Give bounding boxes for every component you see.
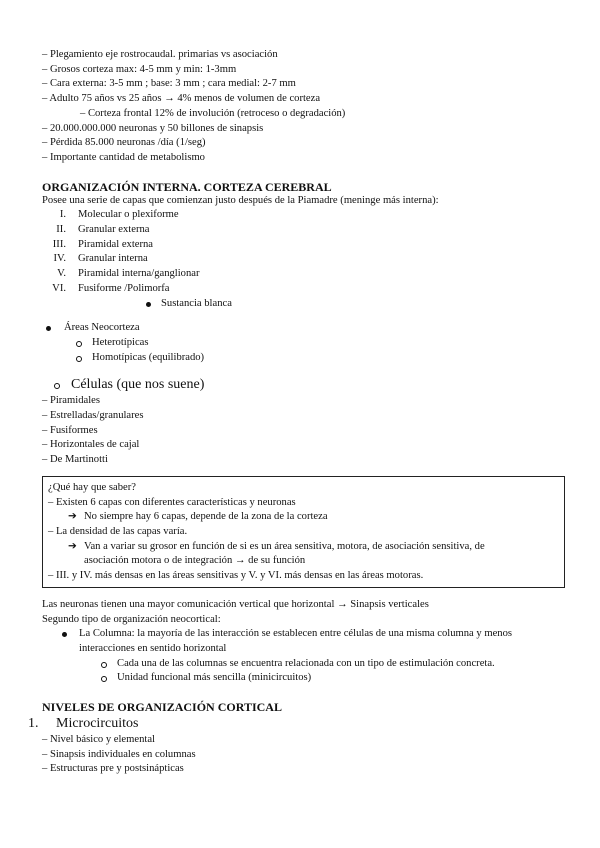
- layer-item: [42, 252, 562, 267]
- layer-number: I.: [59, 209, 66, 221]
- layer-label: Granular externa: [78, 224, 150, 236]
- layer-label: Molecular o plexiforme: [78, 209, 179, 221]
- vertical-communication-line: Las neuronas tienen una mayor comunicación vertical que horizontal → Sinapsis verticales: [42, 598, 429, 610]
- item-number: 1.: [28, 716, 39, 732]
- intro-line: – Pérdida 85.000 neuronas /día (1/seg): [42, 137, 206, 149]
- cell-item: – Estrelladas/granulares: [42, 410, 144, 422]
- intro-line: – Cara externa: 3-5 mm ; base: 3 mm ; cara medial: 2-7 mm: [42, 78, 296, 90]
- layer-item: [42, 208, 562, 223]
- sub-bullet-item: [42, 297, 562, 312]
- box-arrow-line: [48, 510, 558, 525]
- sub-bullet-label: Sustancia blanca: [161, 297, 232, 309]
- cell-item: – Piramidales: [42, 395, 100, 407]
- intro-line: – Grosos corteza max: 4-5 mm y min: 1-3mm: [42, 63, 237, 75]
- areas-item: [42, 351, 562, 366]
- layer-label: Piramidal interna/ganglionar: [78, 268, 200, 280]
- intro-list: [42, 48, 562, 166]
- item-heading: Microcircuitos: [56, 716, 139, 732]
- layer-label: Fusiforme /Polimorfa: [78, 282, 170, 294]
- section-heading-cortical-levels: NIVELES DE ORGANIZACIÓN CORTICAL: [42, 700, 282, 715]
- arrow-icon: ➔: [68, 511, 77, 523]
- column-bullet-text: [67, 627, 512, 656]
- areas-bullet: [42, 321, 562, 336]
- key-points-box: [42, 476, 565, 588]
- column-bullet: [42, 627, 562, 656]
- column-text-line: La Columna: la mayoría de las interacción se establecen entre células de una misma columna y menos: [79, 628, 513, 640]
- column-sub-label: Unidad funcional más sencilla (minicircuitos): [117, 672, 312, 684]
- cell-item: – De Martinotti: [42, 454, 108, 466]
- column-sub-item: [42, 671, 562, 686]
- box-line: – Existen 6 capas con diferentes características y neuronas: [48, 496, 296, 508]
- layer-number: VI.: [52, 282, 66, 294]
- areas-label: Áreas Neocorteza: [64, 322, 140, 334]
- box-arrow-line: [48, 540, 558, 555]
- box-question: ¿Qué hay que saber?: [48, 481, 136, 493]
- box-line: – La densidad de las capas varía.: [48, 525, 188, 537]
- intro-line: – Importante cantidad de metabolismo: [42, 151, 205, 163]
- section-heading-internal-organization: ORGANIZACIÓN INTERNA. CORTEZA CEREBRAL: [42, 179, 332, 194]
- cell-item: – Horizontales de cajal: [42, 439, 140, 451]
- layer-number: IV.: [53, 253, 66, 265]
- intro-sub-line: – Corteza frontal 12% de involución (retroceso o degradación): [80, 107, 346, 119]
- layer-number: III.: [52, 238, 66, 250]
- second-organization-line: Segundo tipo de organización neocortical:: [42, 613, 221, 625]
- intro-line: – Plegamiento eje rostrocaudal. primarias vs asociación: [42, 49, 278, 60]
- areas-item-label: Homotípicas (equilibrado): [92, 351, 205, 363]
- numbered-item: [28, 714, 562, 733]
- layer-list: [42, 208, 562, 311]
- cells-heading: Células (que nos suene): [71, 377, 205, 393]
- column-sub-label: Cada una de las columnas se encuentra relacionada con un tipo de estimulación concreta.: [117, 657, 495, 669]
- document-page: [28, 48, 562, 777]
- layer-item: [42, 282, 562, 297]
- layer-label: Granular interna: [78, 253, 148, 265]
- layer-number: II.: [56, 224, 66, 236]
- intro-line: – Adulto 75 años vs 25 años → 4% menos de volumen de corteza: [42, 93, 321, 105]
- cells-heading-row: [42, 375, 562, 394]
- areas-item-label: Heterotípicas: [92, 336, 149, 348]
- microcircuits-list: [42, 733, 562, 777]
- column-text-line: interacciones en sentido horizontal: [79, 642, 227, 654]
- layer-number: V.: [57, 268, 66, 280]
- layer-item: [42, 223, 562, 238]
- layer-item: [42, 238, 562, 253]
- section-intro: Posee una serie de capas que comienzan justo después de la Piamadre (meninge más interna):: [42, 194, 439, 206]
- box-arrow-continuation: asociación motora o de integración → de su función: [84, 555, 306, 567]
- box-arrow-text: Van a variar su grosor en función de si es un área sensitiva, motora, de asociación sensitiva, de: [84, 540, 485, 552]
- intro-line: – 20.000.000.000 neuronas y 50 billones de sinapsis: [42, 122, 264, 134]
- microcircuit-line: – Sinapsis individuales en columnas: [42, 748, 196, 760]
- areas-item: [42, 336, 562, 351]
- arrow-icon: ➔: [68, 540, 77, 552]
- cells-list: [42, 394, 562, 468]
- microcircuit-line: – Estructuras pre y postsinápticas: [42, 763, 184, 775]
- box-arrow-text: No siempre hay 6 capas, depende de la zona de la corteza: [84, 511, 328, 523]
- box-line: – III. y IV. más densas en las áreas sensitivas y V. y VI. más densas en las áreas motoras.: [48, 570, 424, 582]
- layer-item: [42, 267, 562, 282]
- column-sub-item: [42, 657, 562, 672]
- microcircuit-line: – Nivel básico y elemental: [42, 734, 155, 746]
- layer-label: Piramidal externa: [78, 238, 154, 250]
- cell-item: – Fusiformes: [42, 424, 98, 436]
